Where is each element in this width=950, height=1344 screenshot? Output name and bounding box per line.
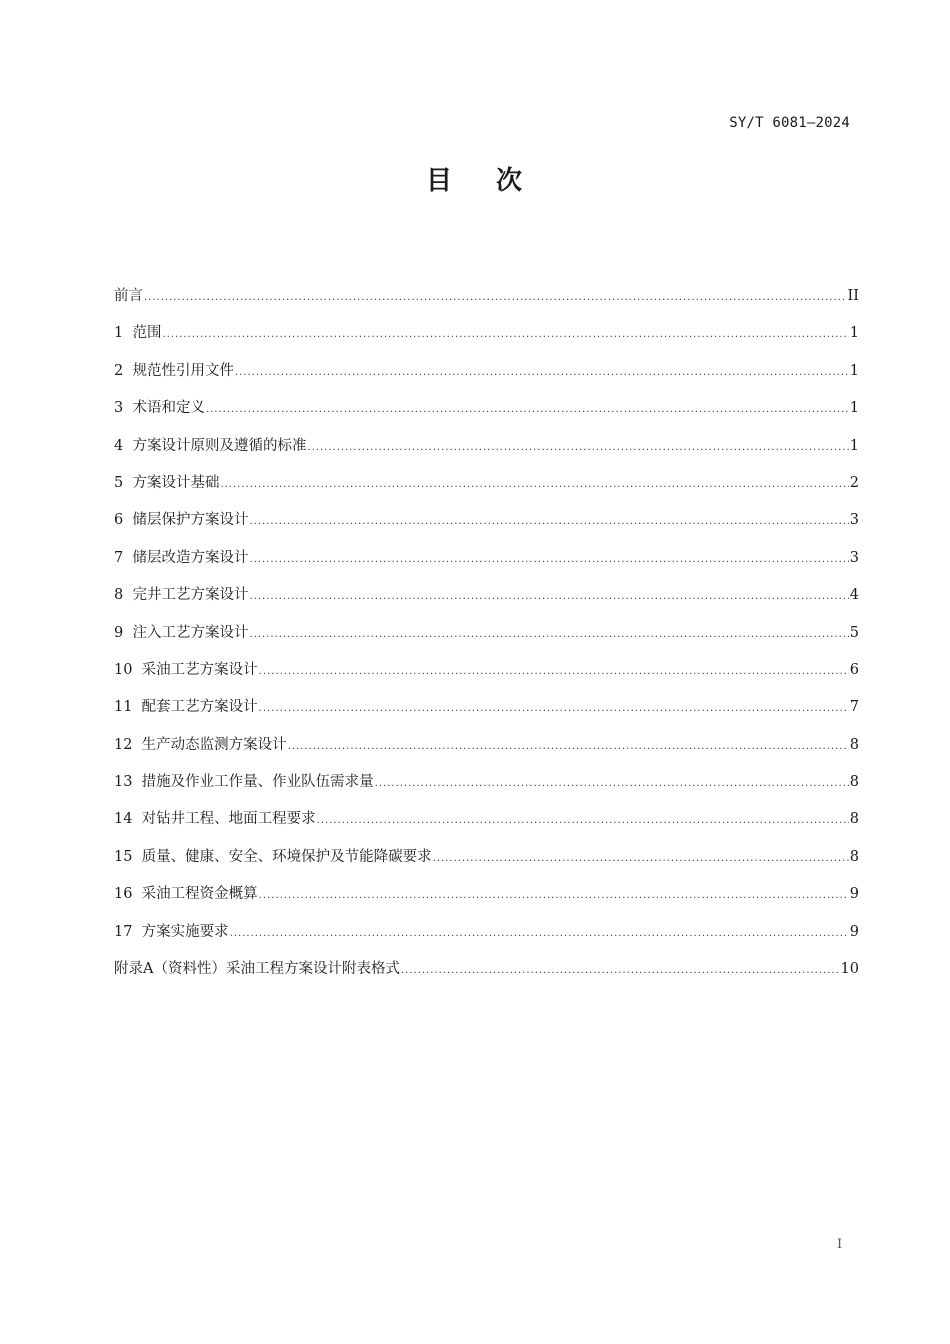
toc-entry[interactable] [114, 882, 859, 919]
title-part-2: 次 [496, 166, 525, 196]
toc-entry-page: 1 [849, 362, 859, 379]
toc-entry-label: 10 采油工艺方案设计 [114, 661, 258, 678]
toc-leader-dots [235, 367, 849, 378]
toc-leader-dots [433, 853, 849, 864]
toc-entry-page: 8 [849, 848, 859, 865]
toc-entry-label: 7 储层改造方案设计 [114, 549, 249, 566]
toc-entry-page: 8 [849, 811, 859, 828]
toc-leader-dots [288, 741, 849, 752]
toc-entry-page: 10 [840, 961, 859, 978]
toc-entry-page: 3 [849, 512, 859, 529]
toc-entry-label: 5 方案设计基础 [114, 474, 220, 491]
toc-entry[interactable] [114, 845, 859, 882]
toc-leader-dots [249, 629, 848, 640]
toc-entry[interactable] [114, 807, 859, 844]
toc-entry-label: 17 方案实施要求 [114, 923, 229, 940]
toc-entry-page: II [847, 288, 859, 304]
toc-entry[interactable] [114, 920, 859, 957]
toc-entry[interactable] [114, 695, 859, 732]
toc-leader-dots [259, 666, 849, 677]
toc-entry-page: 7 [849, 699, 859, 716]
toc-entry-page: 9 [849, 886, 859, 903]
toc-leader-dots [375, 778, 849, 789]
toc-entry-label: 13 措施及作业工作量、作业队伍需求量 [114, 774, 374, 791]
toc-entry[interactable] [114, 621, 859, 658]
toc-entry[interactable] [114, 321, 859, 358]
toc-entry[interactable] [114, 508, 859, 545]
page-title [0, 160, 950, 197]
toc-entry[interactable] [114, 957, 859, 994]
toc-leader-dots [249, 516, 848, 527]
toc-entry-page: 8 [849, 774, 859, 791]
toc-entry[interactable] [114, 583, 859, 620]
toc-entry-page: 2 [849, 474, 859, 491]
toc-entry-label: 9 注入工艺方案设计 [114, 624, 249, 641]
toc-entry[interactable] [114, 546, 859, 583]
toc-entry-page: 6 [849, 661, 859, 678]
toc-leader-dots [230, 928, 849, 939]
toc-leader-dots [144, 292, 847, 303]
toc-entry-label: 2 规范性引用文件 [114, 362, 234, 379]
toc-entry-page: 9 [849, 923, 859, 940]
toc-entry-page: 3 [849, 549, 859, 566]
toc-leader-dots [401, 965, 840, 976]
toc-entry[interactable] [114, 733, 859, 770]
toc-entry-page: 1 [849, 400, 859, 417]
toc-leader-dots [206, 404, 849, 415]
toc-entry[interactable] [114, 770, 859, 807]
toc-entry[interactable] [114, 658, 859, 695]
toc-leader-dots [307, 442, 848, 453]
title-part-1: 目 [425, 166, 454, 196]
toc-entry-label: 6 储层保护方案设计 [114, 512, 249, 529]
toc-leader-dots [259, 890, 849, 901]
toc-leader-dots [317, 815, 849, 826]
toc-entry-label: 14 对钻井工程、地面工程要求 [114, 811, 316, 828]
toc-leader-dots [259, 703, 849, 714]
toc-entry-page: 5 [849, 624, 859, 641]
toc-entry-label: 16 采油工程资金概算 [114, 886, 258, 903]
toc-entry-label: 附录A（资料性）采油工程方案设计附表格式 [114, 961, 400, 978]
toc-entry[interactable] [114, 284, 859, 321]
table-of-contents [114, 284, 859, 994]
toc-entry-label: 3 术语和定义 [114, 400, 205, 417]
toc-entry-label: 4 方案设计原则及遵循的标准 [114, 437, 307, 454]
toc-entry[interactable] [114, 396, 859, 433]
toc-entry-page: 4 [849, 587, 859, 604]
toc-entry-page: 8 [849, 736, 859, 753]
toc-entry-label: 8 完井工艺方案设计 [114, 587, 249, 604]
toc-entry-label: 11 配套工艺方案设计 [114, 699, 258, 716]
toc-entry-label: 前言 [114, 288, 143, 304]
toc-entry[interactable] [114, 359, 859, 396]
toc-entry[interactable] [114, 471, 859, 508]
toc-entry-page: 1 [849, 325, 859, 342]
toc-entry-page: 1 [849, 437, 859, 454]
toc-leader-dots [249, 554, 848, 565]
page-number: I [837, 1237, 843, 1252]
toc-leader-dots [220, 479, 848, 490]
toc-entry[interactable] [114, 434, 859, 471]
toc-entry-label: 12 生产动态监测方案设计 [114, 736, 287, 753]
toc-entry-label: 1 范围 [114, 325, 162, 342]
standard-code: SY/T 6081—2024 [729, 115, 850, 131]
toc-leader-dots [162, 329, 848, 340]
toc-leader-dots [249, 591, 848, 602]
toc-entry-label: 15 质量、健康、安全、环境保护及节能降碳要求 [114, 848, 432, 865]
